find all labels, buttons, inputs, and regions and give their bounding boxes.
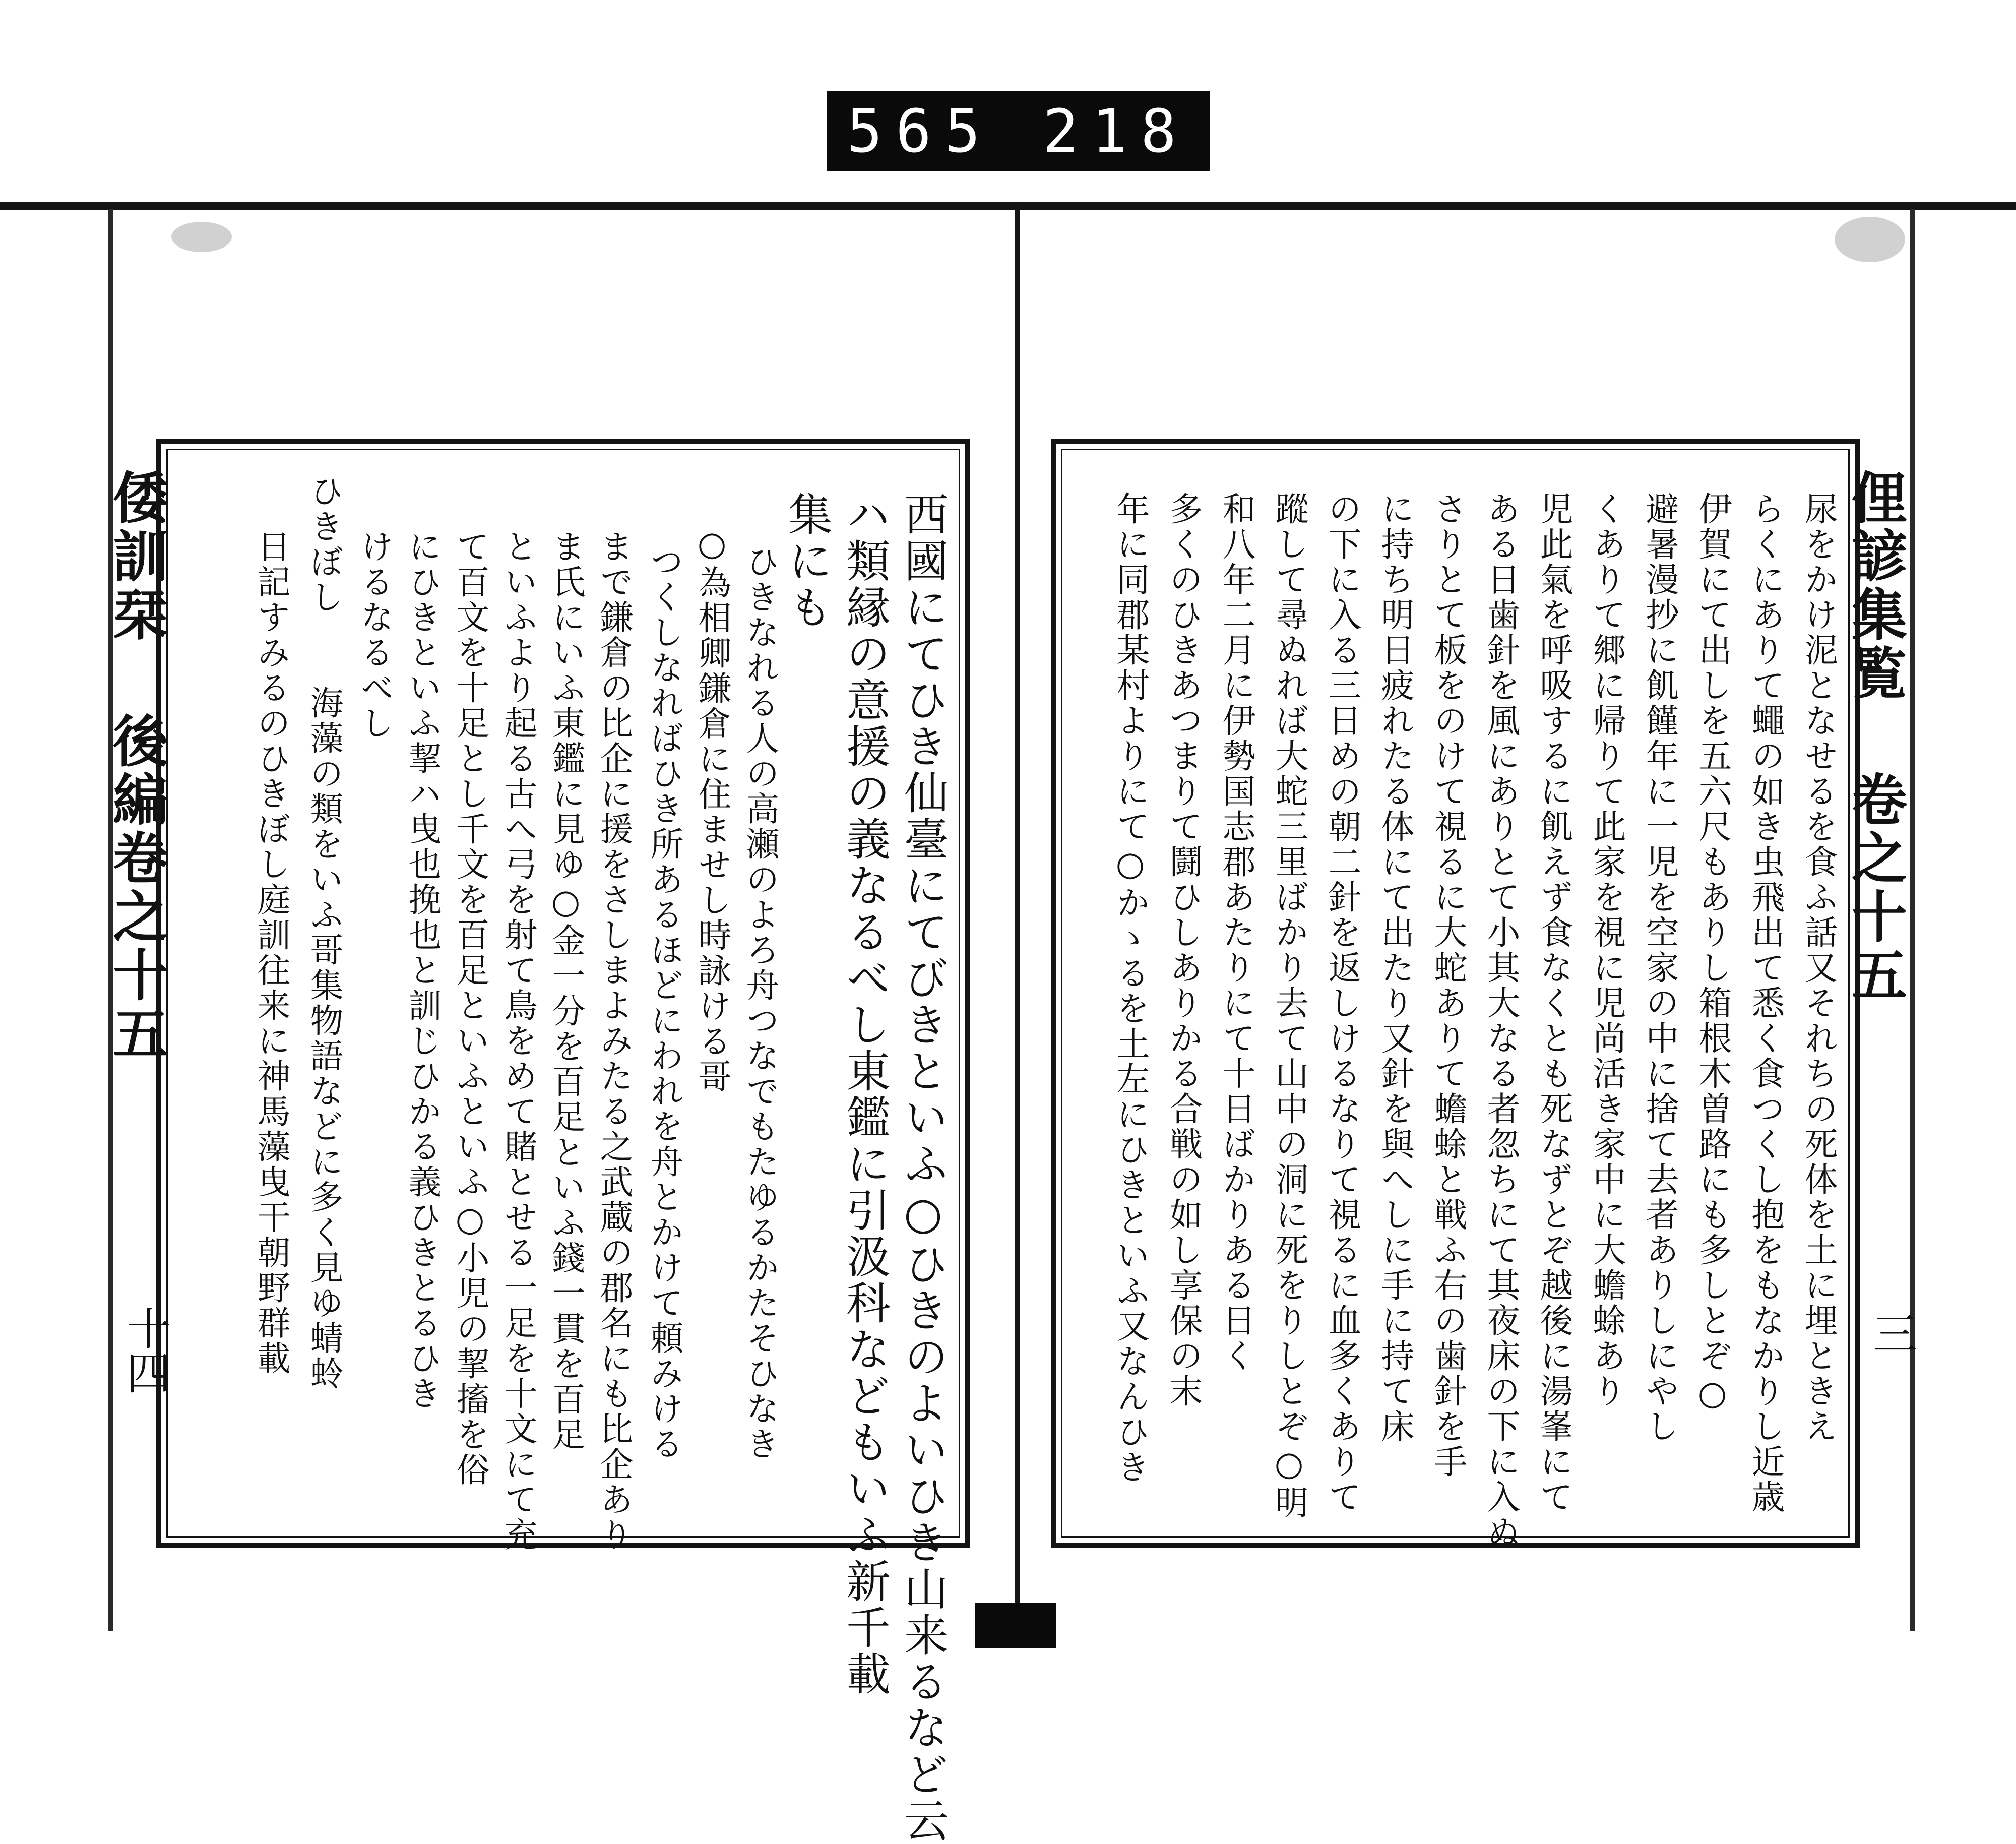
right-column-8: さりとて板をのけて視るに大蛇ありて蟾蜍と戦ふ右の歯針を手	[1428, 491, 1467, 1480]
right-column-3: 伊賀にて出しを五六尺もありし箱根木曽路にも多しとぞ○	[1693, 491, 1732, 1415]
right-column-10: の下に入る三日めの朝二針を返しけるなりて視るに血多くありて	[1322, 491, 1361, 1515]
right-page-number: 三	[1866, 1311, 1918, 1355]
left-page-number: 十四	[119, 1306, 171, 1394]
book-spine	[1015, 206, 1020, 1617]
right-column-11: 蹤して尋ぬれば大蛇三里ばかり去て山中の洞に死をりしとぞ○明	[1270, 491, 1308, 1520]
right-column-7: ある日歯針を風にありとて小其大なる者忽ちにて其夜床の下に入ぬ	[1481, 491, 1520, 1550]
right-column-4: 避暑漫抄に飢饉年に一児を空家の中に捨て去者ありしにやし	[1640, 491, 1679, 1444]
right-column-14: 年に同郡某村よりにて○かゝるを土左にひきといふ又なんひき	[1111, 491, 1150, 1485]
spine-tab	[975, 1603, 1056, 1648]
left-column-8: ま氏にいふ東鑑に見ゆ○金一分を百足といふ錢一貫を百足	[546, 529, 585, 1452]
left-column-10: て百文を十足とし千文を百足といふといふ○小児の挈搐を俗	[451, 529, 489, 1488]
right-page-edge	[1910, 209, 1915, 1631]
right-column-1: 尿をかけ泥となせるを食ふ話又それちの死体を土に埋ときえ	[1799, 491, 1838, 1444]
right-text-pane	[1051, 439, 1860, 1548]
left-column-11: にひきといふ挈ハ曳也挽也と訓じひかる義ひきとるひき	[403, 529, 442, 1411]
left-text-pane	[156, 439, 970, 1844]
left-column-1: 西國にてひき仙臺にてびきといふ○ひきのよいひき山来るなど云	[897, 491, 949, 1844]
stain	[171, 222, 232, 252]
right-column-6: 児此氣を呼吸するに飢えず食なくとも死なずとぞ越後に湯峯にて	[1534, 491, 1573, 1515]
left-column-6: つくしなればひき所あるほどにわれを舟とかけて頼みける	[645, 544, 683, 1462]
left-column-5: ○為相卿鎌倉に住ませし時詠ける哥	[692, 524, 731, 1094]
left-column-14: 日記すみるのひきぼし庭訓往来に神馬藻曳干朝野群載	[251, 529, 290, 1376]
archive-label	[827, 91, 1210, 171]
right-column-13: 多くのひきあつまりて鬪ひしありかる合戦の如し享保の末	[1164, 491, 1203, 1409]
right-column-5: くありて郷に帰りて此家を視に児尚活き家中に大蟾蜍あり	[1587, 491, 1626, 1409]
archive-label-left: 565	[847, 96, 994, 166]
left-column-3: 集にも	[781, 491, 833, 631]
left-column-13: ひきぼし 海藻の類をいふ哥集物語などに多く見ゆ蜻蛉	[304, 474, 343, 1391]
stain	[1835, 217, 1905, 262]
left-column-2: ハ類縁の意援の義なるべし東鑑に引汲科などもいふ新千載	[839, 491, 891, 1697]
left-column-7: まで鎌倉の比企に援をさしまよみたる之武蔵の郡名にも比企あり	[594, 529, 633, 1553]
top-rule	[0, 202, 2016, 210]
left-side-title: 倭訓栞 後編卷之十五	[104, 469, 169, 1063]
right-column-2: らくにありて蠅の如き虫飛出て悉く食つくし抱をもなかりし近歳	[1746, 491, 1785, 1515]
archive-label-right: 218	[1042, 96, 1189, 166]
left-column-12: けるなるべし	[355, 529, 394, 741]
right-column-9: に持ち明日疲れたる体にて出たり又針を與へしに手に持て床	[1375, 491, 1414, 1444]
left-column-9: といふより起る古へ弓を射て鳥をめて賭とせる一足を十文にて充	[498, 529, 537, 1553]
left-column-4: ひきなれる人の高瀬のよろ舟つなでもたゆるかたそひなき	[740, 544, 779, 1462]
right-column-12: 和八年二月に伊勢国志郡あたりにて十日ばかりある日く	[1217, 491, 1255, 1374]
right-side-title: 俚諺集覧 卷之十五	[1843, 469, 1908, 1005]
